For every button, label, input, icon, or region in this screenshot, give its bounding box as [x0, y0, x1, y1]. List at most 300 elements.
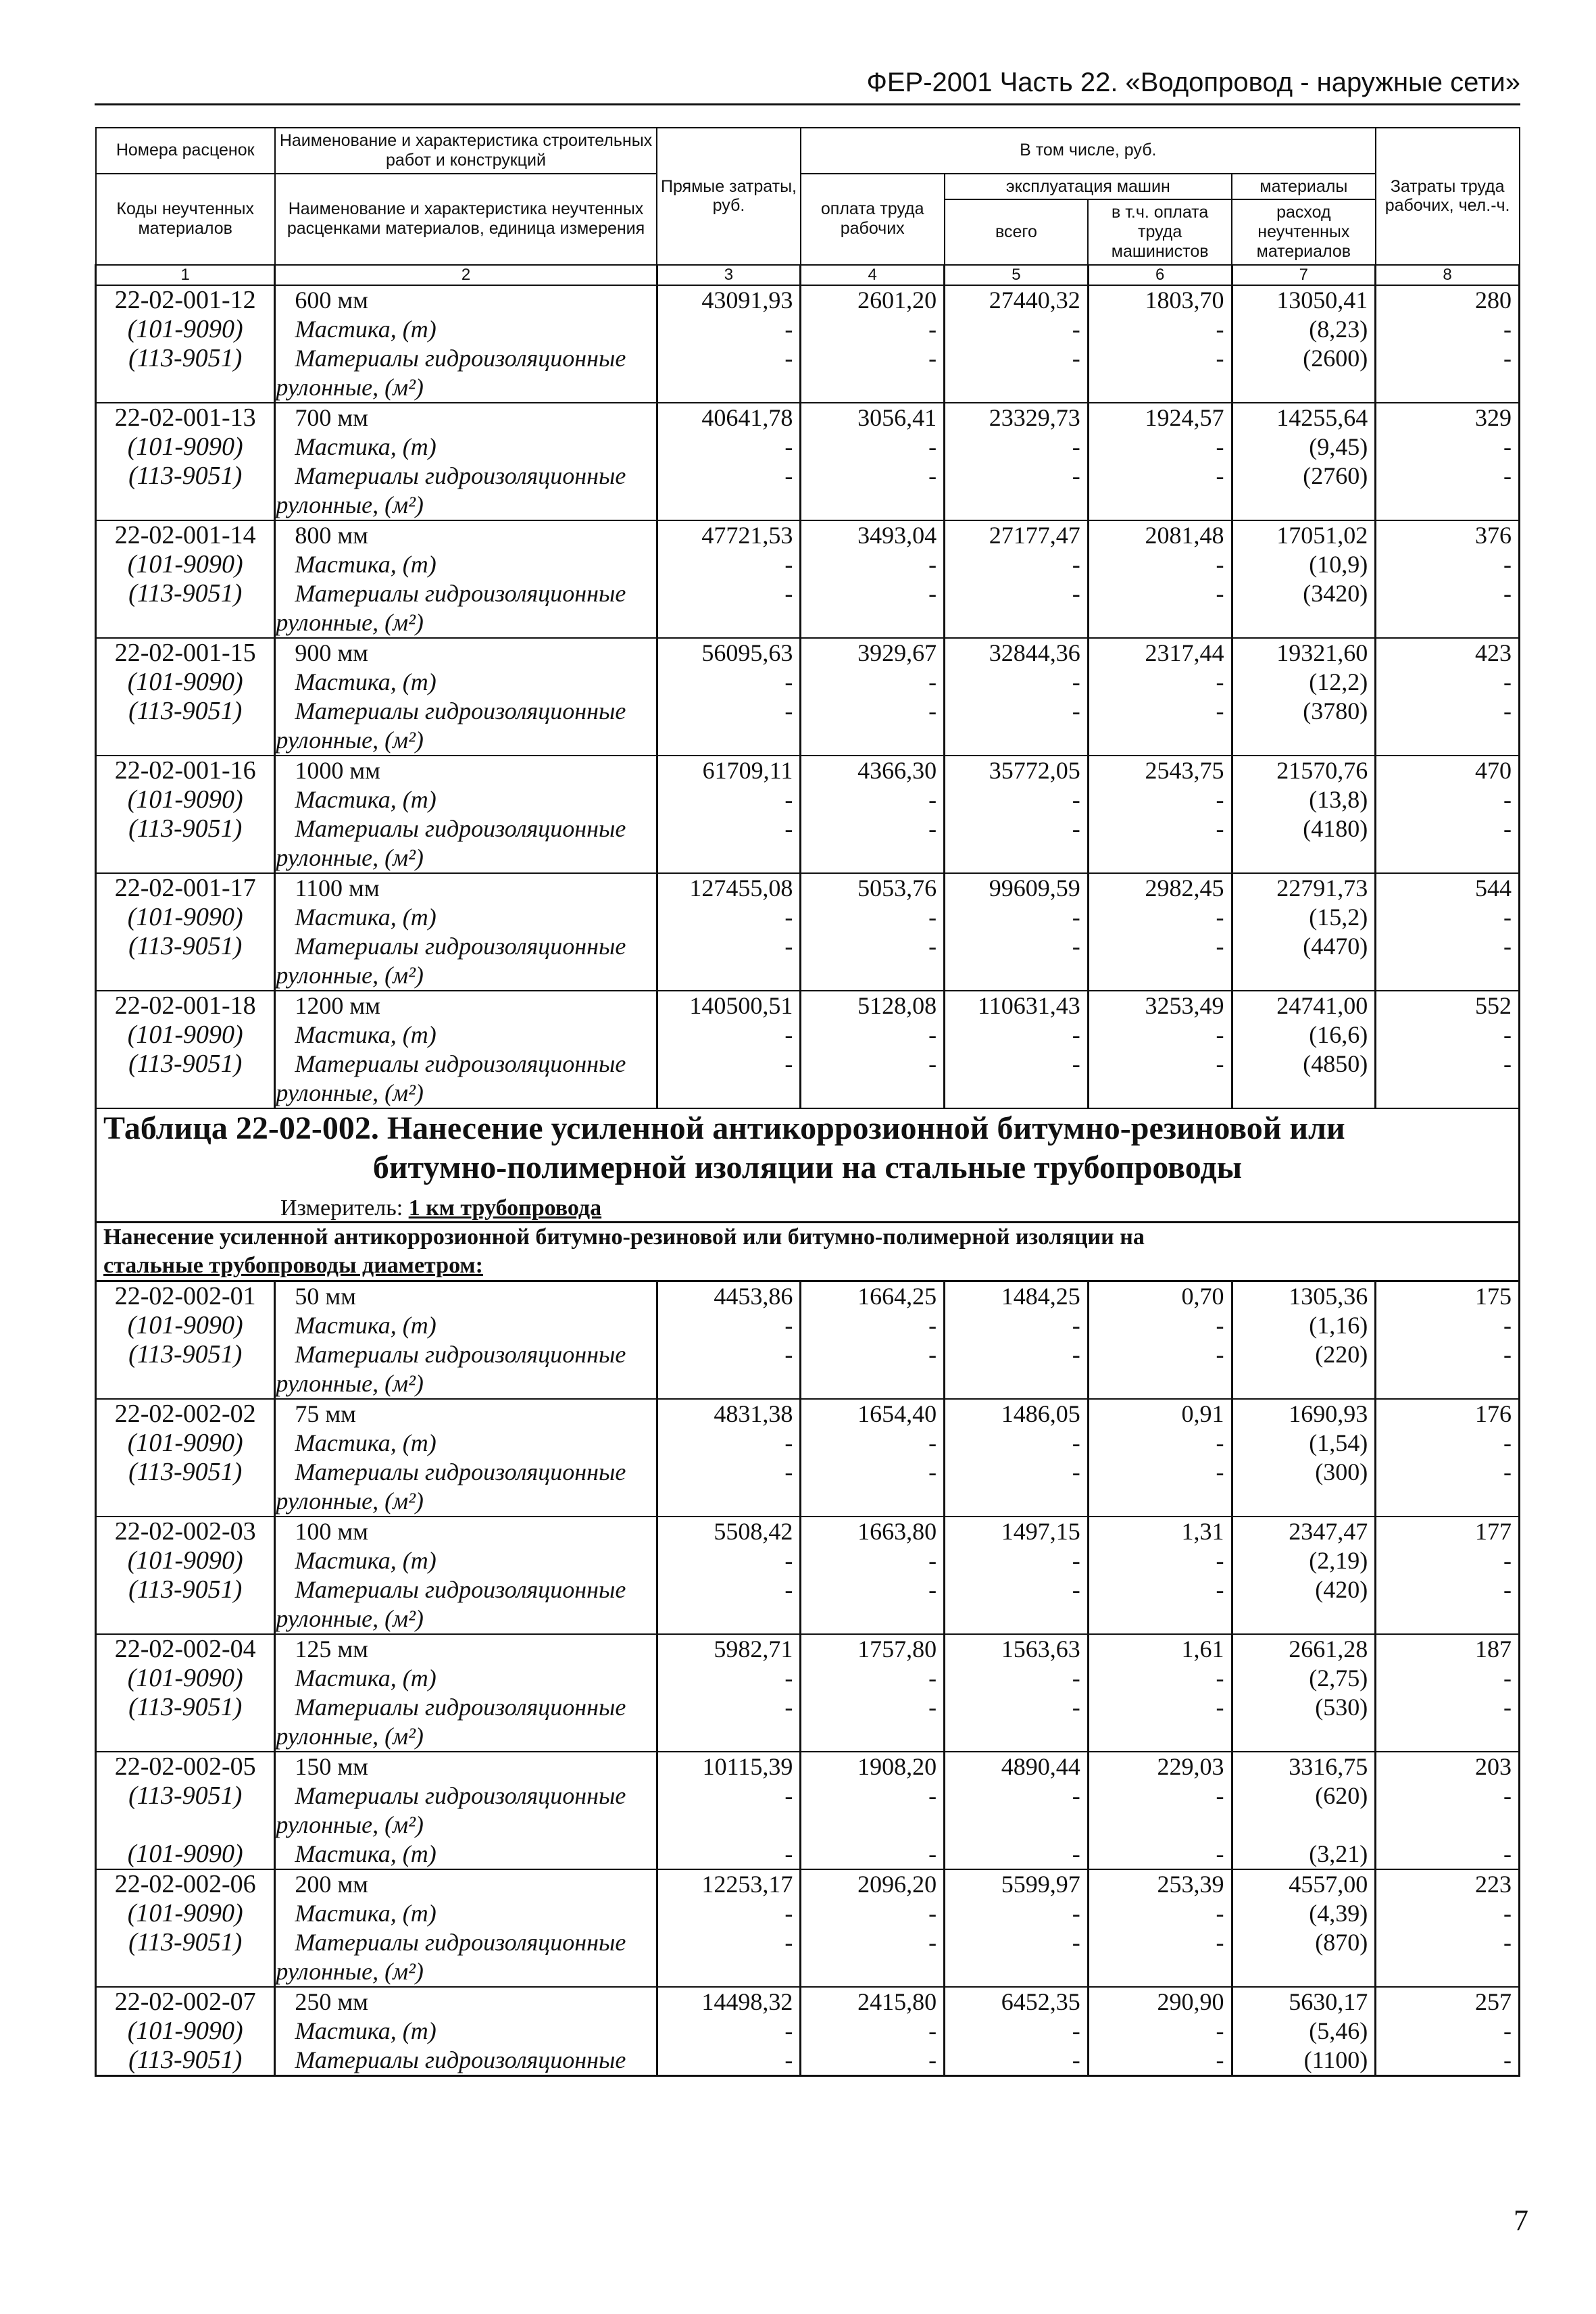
value-cell	[657, 1399, 801, 1517]
material-value: -	[928, 1664, 937, 1692]
material-value: -	[784, 1781, 793, 1809]
value-cell	[945, 1399, 1089, 1517]
material-code: (113-9051)	[128, 814, 243, 843]
material-name: Материалы гидроизоляционные	[295, 932, 626, 960]
value-cell	[801, 873, 945, 991]
spacer	[665, 1957, 793, 1986]
material-code: (101-9090)	[127, 902, 243, 931]
table-row	[96, 1517, 1520, 1634]
material-value: -	[1216, 1546, 1224, 1574]
col-v-tom-chisle: В том числе, руб.	[801, 128, 1376, 174]
material-value: -	[928, 1899, 937, 1927]
value: 5053,76	[857, 874, 937, 902]
spacer	[1240, 1722, 1368, 1751]
spacer	[665, 491, 793, 520]
material-code: (101-9090)	[127, 785, 243, 814]
value-cell	[657, 1634, 801, 1752]
table2-title-cell	[96, 1108, 1520, 1223]
material-value: (300)	[1315, 1458, 1368, 1485]
page-header: ФЕР-2001 Часть 22. «Водопровод - наружные сети»	[95, 68, 1520, 105]
value: 61709,11	[702, 756, 793, 784]
spacer	[1240, 491, 1368, 520]
rate-name: 150 мм	[295, 1752, 368, 1780]
material-value: -	[1216, 1458, 1224, 1485]
rate-code-cell	[96, 285, 275, 403]
spacer	[952, 843, 1080, 872]
value-cell	[1376, 1399, 1520, 1517]
material-code: (113-9051)	[128, 1781, 243, 1810]
rate-name: 75 мм	[295, 1400, 356, 1427]
material-code: (113-9051)	[128, 1692, 243, 1721]
material-name: Материалы гидроизоляционные	[295, 1928, 626, 1956]
rate-code: 22-02-001-16	[114, 756, 256, 785]
spacer	[665, 1811, 793, 1840]
material-value: (3780)	[1303, 697, 1368, 724]
material-value: -	[1216, 814, 1224, 842]
rate-name-cell	[275, 1869, 657, 1987]
material-code: (113-9051)	[128, 343, 243, 372]
spacer	[1383, 1604, 1512, 1633]
spacer	[1240, 726, 1368, 755]
material-value: -	[1072, 1020, 1080, 1048]
value-cell	[1232, 1399, 1376, 1517]
value-cell	[657, 1987, 801, 2076]
material-value: -	[1072, 579, 1080, 607]
material-name: Материалы гидроизоляционные	[295, 1340, 626, 1368]
value: 1484,25	[1001, 1282, 1080, 1310]
material-value: -	[1216, 1020, 1224, 1048]
rate-name-cell	[275, 1517, 657, 1634]
value-cell	[1088, 756, 1232, 873]
spacer	[1240, 1957, 1368, 1986]
material-value: -	[1216, 1429, 1224, 1456]
material-code: (113-9051)	[128, 461, 243, 490]
value-cell	[1088, 1987, 1232, 2076]
spacer	[1240, 1079, 1368, 1108]
material-value: -	[784, 579, 793, 607]
material-code: (113-9051)	[128, 931, 243, 960]
rate-code-cell	[96, 638, 275, 756]
value: 3316,75	[1289, 1752, 1368, 1780]
spacer	[1096, 1811, 1224, 1840]
value: 1305,36	[1289, 1282, 1368, 1310]
material-value: -	[784, 1928, 793, 1956]
rate-name: 1200 мм	[295, 991, 380, 1019]
column-number: 8	[1376, 265, 1520, 285]
value: 5128,08	[857, 991, 937, 1019]
spacer	[952, 1487, 1080, 1516]
material-value: (10,9)	[1309, 550, 1368, 578]
value: 1,61	[1181, 1635, 1224, 1663]
spacer	[665, 1722, 793, 1751]
material-value: -	[1072, 1546, 1080, 1574]
value: 24741,00	[1276, 991, 1368, 1019]
spacer	[1096, 1604, 1224, 1633]
value: 12253,17	[701, 1870, 793, 1898]
material-name: Мастика, (т)	[295, 1429, 437, 1456]
value: 4831,38	[714, 1400, 793, 1427]
value: 4366,30	[857, 756, 937, 784]
material-value: -	[1216, 344, 1224, 372]
rate-name-cell	[275, 1399, 657, 1517]
material-value: -	[784, 814, 793, 842]
material-value: -	[784, 1020, 793, 1048]
value-cell	[1088, 873, 1232, 991]
material-value: -	[1072, 1693, 1080, 1721]
value-cell	[657, 1281, 801, 1399]
material-value: -	[928, 315, 937, 343]
spacer	[808, 726, 937, 755]
value-cell	[1232, 1869, 1376, 1987]
spacer	[808, 1722, 937, 1751]
rate-name-cell	[275, 991, 657, 1108]
table-row	[96, 403, 1520, 520]
material-value: (4180)	[1303, 814, 1368, 842]
value: 14255,64	[1276, 403, 1368, 431]
material-code: (101-9090)	[127, 667, 243, 696]
table2-title-line2: битумно-полимерной изоляции на стальные трубопроводы	[372, 1149, 1243, 1185]
spacer	[103, 1369, 267, 1398]
material-value: -	[928, 1020, 937, 1048]
spacer	[808, 1811, 937, 1840]
material-value: -	[784, 932, 793, 960]
spacer	[103, 1957, 267, 1986]
material-name: Материалы гидроизоляционные	[295, 579, 626, 607]
spacer	[808, 373, 937, 402]
material-value: -	[1216, 668, 1224, 695]
value: 1908,20	[857, 1752, 937, 1780]
rate-name: 600 мм	[295, 286, 368, 314]
material-value: (12,2)	[1309, 668, 1368, 695]
spacer	[808, 1604, 937, 1633]
value: 13050,41	[1276, 286, 1368, 314]
value-cell	[945, 403, 1089, 520]
value-cell	[1088, 1281, 1232, 1399]
material-value: -	[1503, 1664, 1512, 1692]
material-value: -	[1503, 697, 1512, 724]
material-value: -	[1072, 668, 1080, 695]
value-cell	[657, 991, 801, 1108]
spacer	[808, 608, 937, 637]
value-cell	[1088, 1869, 1232, 1987]
value: 280	[1475, 286, 1512, 314]
material-value: -	[928, 1928, 937, 1956]
column-number: 6	[1088, 265, 1232, 285]
value-cell	[1232, 1752, 1376, 1869]
material-value: -	[928, 1781, 937, 1809]
rate-code-cell	[96, 1399, 275, 1517]
value: 3056,41	[857, 403, 937, 431]
spacer	[952, 608, 1080, 637]
material-value: -	[784, 1899, 793, 1927]
value-cell	[1088, 520, 1232, 638]
value-cell	[1376, 403, 1520, 520]
desc-line1: Нанесение усиленной антикоррозионной битумно-резиновой или битумно-полимерной изоляции на	[103, 1224, 1145, 1250]
material-code: (101-9090)	[127, 1663, 243, 1692]
spacer	[103, 491, 267, 520]
material-value: (220)	[1315, 1340, 1368, 1368]
material-code: (101-9090)	[127, 2016, 243, 2045]
rate-name: 200 мм	[295, 1870, 368, 1898]
value-cell	[657, 873, 801, 991]
col-ekspl: эксплуатация машин	[945, 174, 1232, 200]
material-value: (2,75)	[1309, 1664, 1368, 1692]
value-cell	[1088, 1517, 1232, 1634]
rate-code: 22-02-001-14	[114, 520, 256, 549]
value-cell	[945, 520, 1089, 638]
material-name: Мастика, (т)	[295, 1546, 437, 1574]
value: 376	[1475, 521, 1512, 549]
material-value: -	[1503, 1458, 1512, 1485]
material-value: -	[1216, 550, 1224, 578]
material-code: (113-9051)	[128, 1339, 243, 1369]
material-value: (16,6)	[1309, 1020, 1368, 1048]
spacer	[665, 843, 793, 872]
value-cell	[1376, 520, 1520, 638]
rate-code: 22-02-002-05	[114, 1752, 256, 1781]
material-value: (4,39)	[1309, 1899, 1368, 1927]
col-materialy: материалы	[1232, 174, 1376, 200]
value: 2661,28	[1289, 1635, 1368, 1663]
material-value: -	[1503, 1928, 1512, 1956]
spacer	[1383, 961, 1512, 990]
rate-code: 22-02-001-18	[114, 991, 256, 1020]
value-cell	[1232, 756, 1376, 873]
col-nomera: Номера расценок	[96, 128, 275, 174]
rate-name-cell	[275, 403, 657, 520]
value-cell	[945, 638, 1089, 756]
col-naim2: Наименование и характеристика неучтенных расценками материалов, единица измерения	[275, 174, 657, 265]
value: 1664,25	[857, 1282, 937, 1310]
material-name: Мастика, (т)	[295, 1020, 437, 1048]
material-value: -	[928, 2046, 937, 2073]
spacer	[1383, 1079, 1512, 1108]
material-value: -	[928, 814, 937, 842]
material-value: -	[1072, 344, 1080, 372]
value: 5508,42	[714, 1517, 793, 1545]
spacer	[1240, 843, 1368, 872]
spacer	[103, 1604, 267, 1633]
rate-code-cell	[96, 756, 275, 873]
material-value: -	[1216, 2046, 1224, 2073]
material-value: -	[1503, 1020, 1512, 1048]
value-cell	[945, 873, 1089, 991]
material-value: -	[784, 1050, 793, 1077]
value: 0,91	[1181, 1400, 1224, 1427]
rate-name-cell	[275, 520, 657, 638]
material-value: -	[1503, 814, 1512, 842]
material-value: -	[1503, 1429, 1512, 1456]
material-value: -	[1503, 2017, 1512, 2044]
table-row	[96, 873, 1520, 991]
rate-name-cell	[275, 1281, 657, 1399]
spacer	[665, 726, 793, 755]
material-value: -	[928, 344, 937, 372]
value: 35772,05	[989, 756, 1080, 784]
value-cell	[1088, 1399, 1232, 1517]
spacer	[1383, 1722, 1512, 1751]
value: 127455,08	[689, 874, 793, 902]
value: 27177,47	[989, 521, 1080, 549]
column-number: 4	[801, 265, 945, 285]
material-code: (113-9051)	[128, 1575, 243, 1604]
spacer	[1383, 491, 1512, 520]
material-value: -	[1216, 1575, 1224, 1603]
material-name: Мастика, (т)	[295, 1311, 437, 1339]
material-code: (101-9090)	[127, 432, 243, 461]
rate-code-cell	[96, 1869, 275, 1987]
material-name: Мастика, (т)	[295, 903, 437, 931]
rate-name: 250 мм	[295, 1988, 368, 2015]
value: 175	[1475, 1282, 1512, 1310]
spacer	[952, 1811, 1080, 1840]
material-code: (113-9051)	[128, 1049, 243, 1078]
material-value: -	[1503, 1693, 1512, 1721]
table-row	[96, 1752, 1520, 1869]
value: 22791,73	[1276, 874, 1368, 902]
material-name: Материалы гидроизоляционные	[295, 1458, 626, 1485]
material-value: -	[1503, 1340, 1512, 1368]
value-cell	[1088, 1752, 1232, 1869]
material-name-cont: рулонные, (м²)	[276, 373, 424, 401]
material-value: (420)	[1315, 1575, 1368, 1603]
value: 32844,36	[989, 639, 1080, 666]
material-value: -	[784, 2017, 793, 2044]
value-cell	[1088, 1634, 1232, 1752]
spacer	[1383, 726, 1512, 755]
material-code: (101-9090)	[127, 314, 243, 343]
material-value: -	[1216, 2017, 1224, 2044]
spacer	[665, 961, 793, 990]
material-name: Материалы гидроизоляционные	[295, 344, 626, 372]
material-value: -	[1072, 1050, 1080, 1077]
material-code: (101-9090)	[127, 1310, 243, 1339]
col-kody: Коды неучтенных материалов	[96, 174, 275, 265]
material-value: -	[784, 668, 793, 695]
spacer	[103, 1487, 267, 1516]
spacer	[1240, 608, 1368, 637]
value: 176	[1475, 1400, 1512, 1427]
value-cell	[945, 1517, 1089, 1634]
spacer	[103, 608, 267, 637]
table-row	[96, 1869, 1520, 1987]
spacer	[1383, 1811, 1512, 1840]
material-name: Мастика, (т)	[295, 668, 437, 695]
value: 21570,76	[1276, 756, 1368, 784]
material-value: -	[1072, 1340, 1080, 1368]
spacer	[952, 726, 1080, 755]
material-value: -	[1216, 462, 1224, 489]
value: 2347,47	[1289, 1517, 1368, 1545]
spacer	[103, 726, 267, 755]
material-value: -	[784, 1664, 793, 1692]
rate-name-cell	[275, 756, 657, 873]
value-cell	[801, 1752, 945, 1869]
rate-code: 22-02-001-13	[114, 403, 256, 432]
value-cell	[801, 638, 945, 756]
spacer	[1096, 1722, 1224, 1751]
spacer	[103, 373, 267, 402]
material-value: -	[784, 433, 793, 460]
material-code: (101-9090)	[127, 1546, 243, 1575]
spacer	[952, 1957, 1080, 1986]
material-name: Материалы гидроизоляционные	[295, 1575, 626, 1603]
value-cell	[1232, 1281, 1376, 1399]
value: 203	[1475, 1752, 1512, 1780]
material-value: -	[1216, 932, 1224, 960]
column-number: 2	[275, 265, 657, 285]
material-name-cont: рулонные, (м²)	[276, 1487, 424, 1515]
material-name-cont: рулонные, (м²)	[276, 843, 424, 871]
material-name-cont: рулонные, (м²)	[276, 608, 424, 636]
material-name: Мастика, (т)	[295, 315, 437, 343]
material-value: -	[928, 579, 937, 607]
value-cell	[657, 403, 801, 520]
material-value: -	[1503, 579, 1512, 607]
spacer	[1096, 843, 1224, 872]
material-value: -	[1072, 2046, 1080, 2073]
material-value: -	[1503, 2046, 1512, 2073]
spacer	[103, 843, 267, 872]
spacer	[1096, 1369, 1224, 1398]
material-value: -	[1216, 903, 1224, 931]
material-value: -	[1216, 1340, 1224, 1368]
spacer	[952, 1722, 1080, 1751]
value-cell	[1376, 285, 1520, 403]
material-value: -	[1072, 1311, 1080, 1339]
material-value: -	[928, 1340, 937, 1368]
rate-name: 50 мм	[295, 1282, 356, 1310]
value-cell	[1088, 991, 1232, 1108]
material-value: -	[1072, 1781, 1080, 1809]
value-cell	[657, 638, 801, 756]
value: 1,31	[1181, 1517, 1224, 1545]
material-value: (2760)	[1303, 462, 1368, 489]
material-value: -	[1216, 1840, 1224, 1867]
spacer	[1383, 608, 1512, 637]
material-name: Материалы гидроизоляционные	[295, 814, 626, 842]
value-cell	[1376, 991, 1520, 1108]
value-cell	[657, 1517, 801, 1634]
material-value: -	[1072, 1458, 1080, 1485]
spacer	[1096, 373, 1224, 402]
material-name: Мастика, (т)	[295, 1840, 437, 1867]
col-pryamye: Прямые затраты, руб.	[657, 128, 801, 265]
table-row	[96, 1634, 1520, 1752]
material-value: -	[1216, 1050, 1224, 1077]
material-value: (13,8)	[1309, 785, 1368, 813]
spacer	[952, 491, 1080, 520]
material-name-cont: рулонные, (м²)	[276, 1604, 424, 1632]
value: 43091,93	[701, 286, 793, 314]
material-value: -	[784, 1546, 793, 1574]
material-value: (1,16)	[1309, 1311, 1368, 1339]
value-cell	[1232, 520, 1376, 638]
value-cell	[657, 520, 801, 638]
material-name-cont: рулонные, (м²)	[276, 1369, 424, 1397]
value: 4453,86	[714, 1282, 793, 1310]
section1-body	[96, 285, 1520, 1108]
rate-name-cell	[275, 873, 657, 991]
table-row	[96, 1281, 1520, 1399]
measure-label: Измеритель:	[280, 1195, 403, 1221]
material-value: -	[784, 1458, 793, 1485]
material-code: (113-9051)	[128, 696, 243, 725]
spacer	[1240, 1604, 1368, 1633]
material-code: (101-9090)	[127, 1020, 243, 1049]
value: 1663,80	[857, 1517, 937, 1545]
value: 1497,15	[1001, 1517, 1080, 1545]
